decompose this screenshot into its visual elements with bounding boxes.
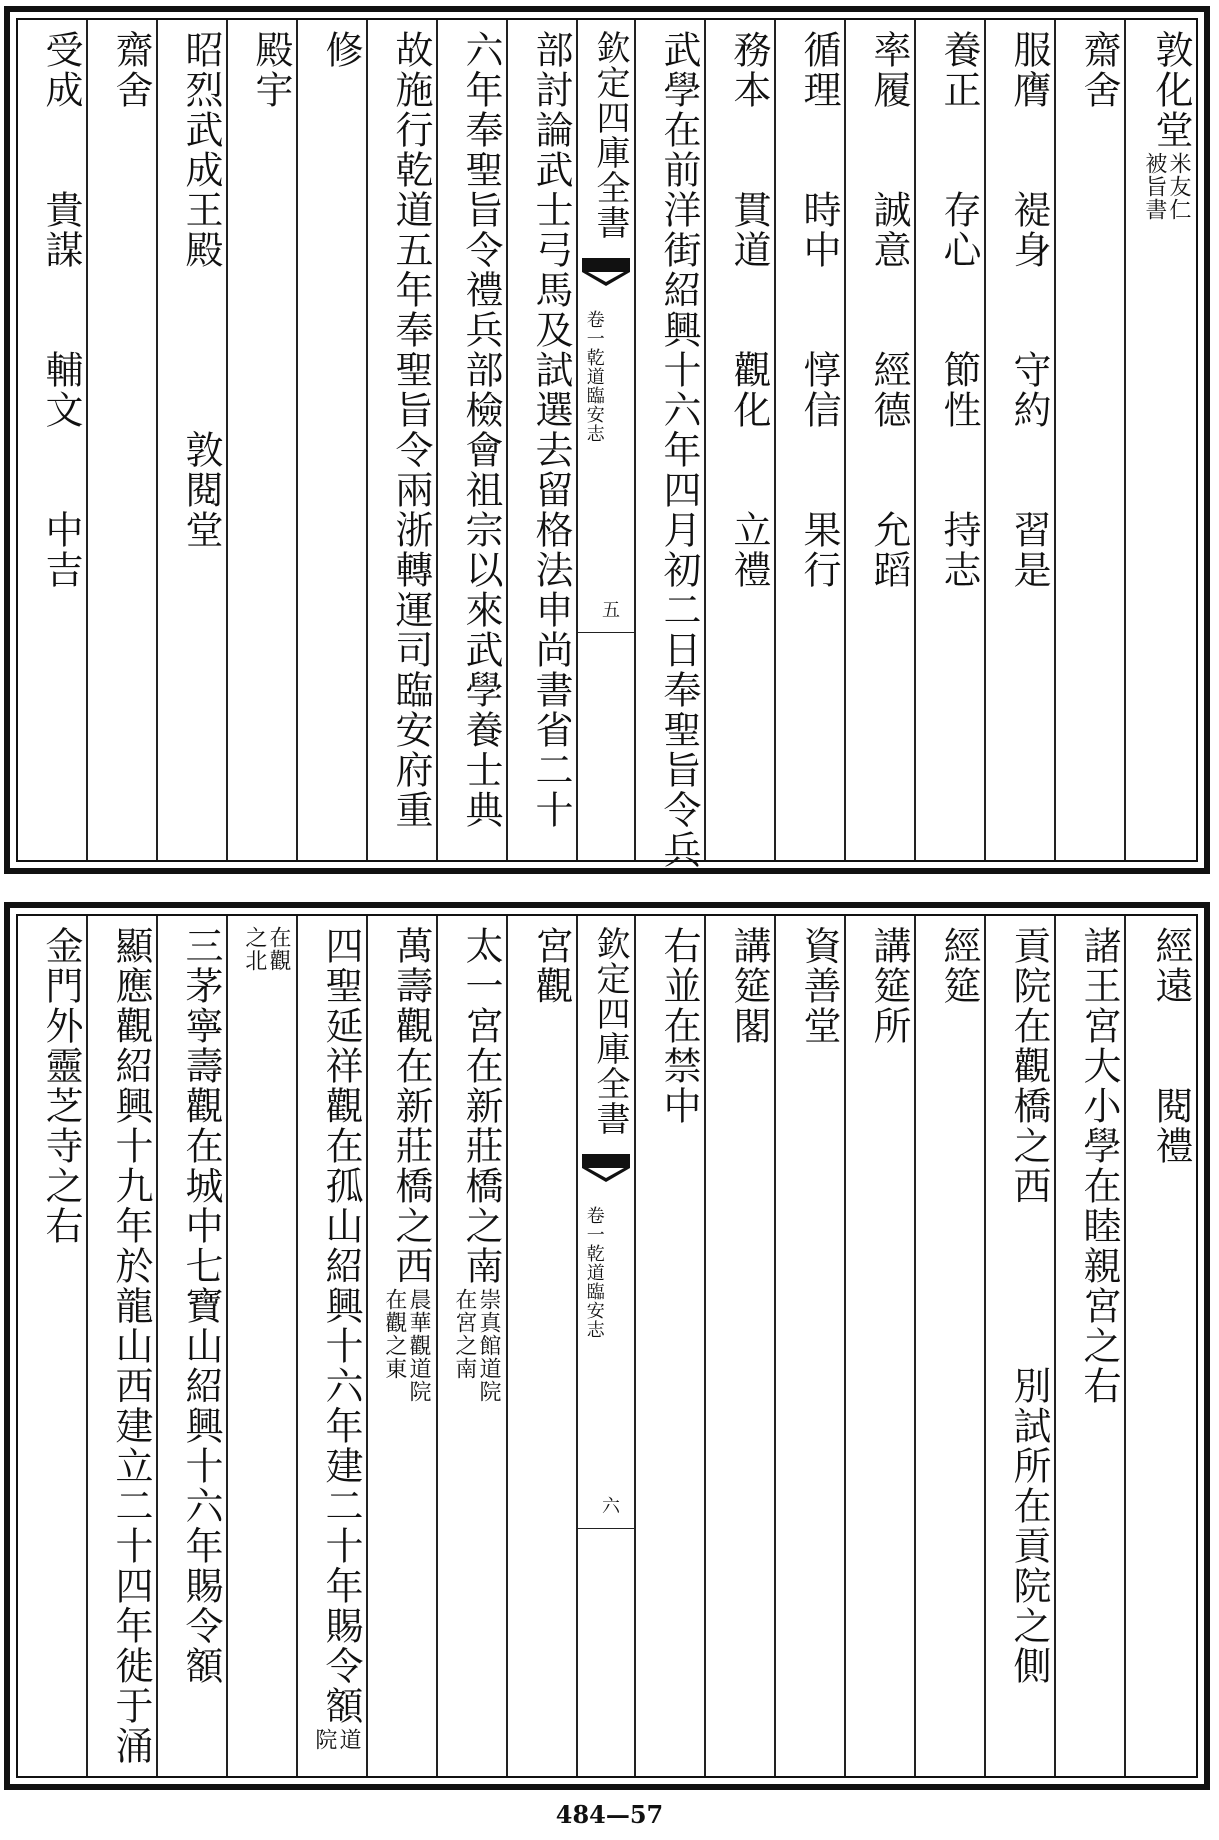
text-column [776, 20, 846, 860]
column-stack [311, 926, 363, 1766]
spine-volume-line: 乾道臨安志 [583, 348, 605, 443]
column-main-text: 太一宮在新莊橋之南 [459, 926, 503, 1286]
text-column [88, 916, 158, 1776]
spine-page-number: 六 [599, 1496, 620, 1514]
text-column [158, 20, 228, 860]
text-column [228, 20, 298, 860]
text-column [636, 916, 706, 1776]
column-main-text: 修 [319, 30, 363, 70]
column-main-text: 受成 貴謀 輔文 中吉 [39, 30, 83, 590]
text-column [1056, 20, 1126, 860]
page-bottom-columns [16, 914, 1198, 1778]
column-main-text: 資善堂 [797, 926, 841, 1046]
column-main-text: 敦化堂 [1149, 30, 1193, 150]
column-main-text: 貢院在觀橋之西 別試所在貢院之側 [1007, 926, 1051, 1686]
column-main-text: 故施行乾道五年奉聖旨令兩浙轉運司臨安府重 [389, 30, 433, 830]
text-column [88, 20, 158, 860]
column-main-text: 右並在禁中 [657, 926, 701, 1126]
text-column [916, 916, 986, 1776]
column-annotation [242, 926, 290, 1766]
text-column [298, 916, 368, 1776]
fish-tail-mark-icon [582, 1154, 630, 1184]
column-main-text: 務本 貫道 觀化 立禮 [727, 30, 771, 590]
book-spine-column [578, 20, 636, 860]
column-main-text: 三茅寧壽觀在城中七寶山紹興十六年賜令額 [179, 926, 223, 1686]
annotation-line: 米友仁 [1166, 152, 1191, 221]
text-column [706, 20, 776, 860]
text-column [18, 916, 88, 1776]
column-main-text: 昭烈武成王殿 敦閱堂 [179, 30, 223, 550]
text-column [986, 916, 1056, 1776]
annotation-line: 晨華觀道院 [406, 1288, 431, 1403]
text-column [916, 20, 986, 860]
column-main-text: 循理 時中 惇信 果行 [797, 30, 841, 590]
text-column [1126, 916, 1196, 1776]
annotation-line: 院 [311, 1728, 337, 1751]
text-column [508, 916, 578, 1776]
text-column [846, 20, 916, 860]
text-column [508, 20, 578, 860]
column-main-text: 殿宇 [249, 30, 293, 110]
column-annotation [1142, 152, 1190, 221]
text-column [846, 916, 916, 1776]
annotation-line: 道 [336, 1728, 361, 1751]
column-main-text: 武學在前洋街紹興十六年四月初二日奉聖旨令兵 [657, 30, 701, 870]
column-annotation [382, 1288, 430, 1403]
column-main-text: 金門外靈芝寺之右 [39, 926, 83, 1246]
column-main-text: 顯應觀紹興十九年於龍山西建立二十四年徙于涌 [109, 926, 153, 1766]
annotation-line: 被旨書 [1141, 152, 1167, 221]
text-column [706, 916, 776, 1776]
spine-volume-note [584, 310, 604, 443]
spine-page-number: 五 [599, 600, 620, 618]
text-column [18, 20, 88, 860]
column-main-text: 經筵 [937, 926, 981, 1006]
column-main-text: 齋舍 [109, 30, 153, 110]
text-column [228, 916, 298, 1776]
text-column [1056, 916, 1126, 1776]
column-stack [451, 926, 503, 1766]
column-main-text: 率履 誠意 經德 允蹈 [867, 30, 911, 590]
annotation-line: 在觀 [266, 926, 291, 972]
text-column [438, 916, 508, 1776]
text-column [368, 916, 438, 1776]
column-main-text: 養正 存心 節性 持志 [937, 30, 981, 590]
column-main-text: 經遠 閱禮 [1149, 926, 1193, 1166]
page-top-columns [16, 18, 1198, 870]
column-stack [381, 926, 433, 1766]
column-main-text: 講筵所 [867, 926, 911, 1046]
annotation-line: 在觀之東 [381, 1288, 407, 1380]
text-column [158, 916, 228, 1776]
text-column [368, 20, 438, 860]
page-top [4, 6, 1210, 874]
page-bottom [4, 902, 1210, 1790]
annotation-line: 崇真館道院 [476, 1288, 501, 1403]
spine-title: 欽定四庫全書 [590, 30, 630, 240]
column-main-text: 服膺 褆身 守約 習是 [1007, 30, 1051, 590]
column-annotation [452, 1288, 500, 1403]
column-main-text: 萬壽觀在新莊橋之西 [389, 926, 433, 1286]
column-annotation [312, 1728, 360, 1751]
spine-title: 欽定四庫全書 [590, 926, 630, 1136]
spine-divider [578, 632, 634, 633]
text-column [1126, 20, 1196, 860]
book-spine-column [578, 916, 636, 1776]
text-column [776, 916, 846, 1776]
text-column [438, 20, 508, 860]
column-main-text: 六年奉聖旨令禮兵部檢會祖宗以來武學養士典 [459, 30, 503, 830]
spine-volume-line: 卷一 [583, 310, 605, 348]
column-main-text: 宮觀 [529, 926, 573, 1006]
column-main-text: 齋舍 [1077, 30, 1121, 110]
column-main-text: 講筵閣 [727, 926, 771, 1046]
spine-volume-line: 乾道臨安志 [583, 1244, 605, 1339]
column-main-text: 部討論武士弓馬及試選去留格法申尚書省二十 [529, 30, 573, 830]
spine-volume-note [584, 1206, 604, 1339]
column-main-text: 諸王宮大小學在睦親宮之右 [1077, 926, 1121, 1406]
annotation-line: 在宮之南 [451, 1288, 477, 1380]
page-footer-number: 484—57 [555, 1800, 664, 1829]
column-stack [1141, 30, 1193, 850]
spine-volume-line: 卷一 [583, 1206, 605, 1244]
spine-divider [578, 1528, 634, 1529]
fish-tail-mark-icon [582, 258, 630, 288]
text-column [298, 20, 368, 860]
text-column [986, 20, 1056, 860]
column-main-text: 四聖延祥觀在孤山紹興十六年建二十年賜令額 [319, 926, 363, 1726]
annotation-line: 之北 [241, 926, 267, 972]
text-column [636, 20, 706, 870]
